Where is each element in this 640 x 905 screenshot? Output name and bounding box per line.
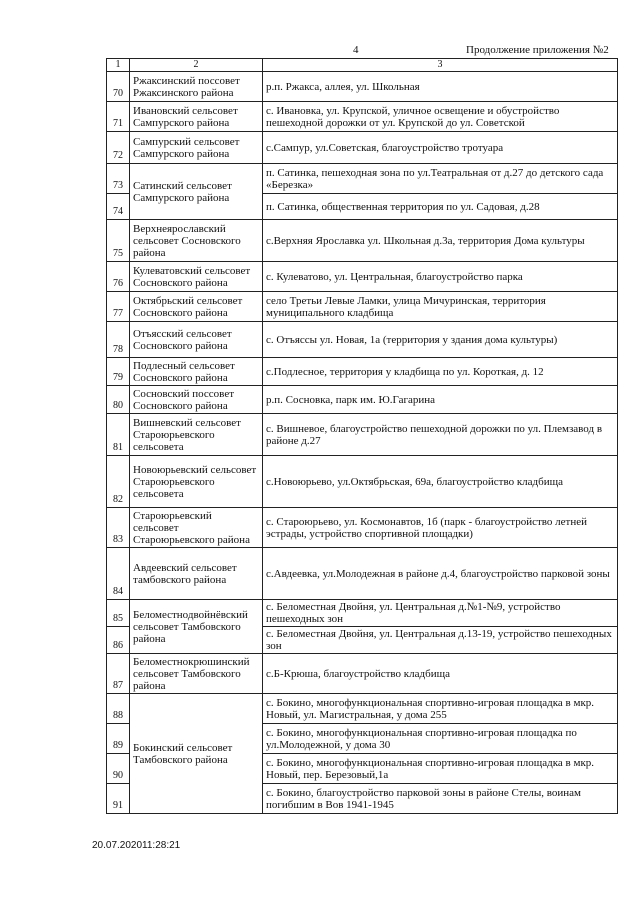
project-description-cell: с. Ивановка, ул. Крупской, уличное освещение и обустройство пешеходной дорожки от ул. Крупской до ул. Советской: [263, 102, 618, 132]
municipality-cell: Авдеевский сельсовет тамбовского района: [130, 548, 263, 600]
row-number: 73: [107, 164, 130, 194]
project-description-cell: с. Староюрьево, ул. Космонавтов, 1б (парк - благоустройство летней эстрады, устройство спортивной площадки): [263, 508, 618, 548]
project-description-cell: с.Авдеевка, ул.Молодежная в районе д.4, благоустройство парковой зоны: [263, 548, 618, 600]
table-row: [107, 600, 618, 627]
table-row: [107, 694, 618, 724]
table-row: [107, 508, 618, 548]
print-timestamp: 20.07.202011:28:21: [92, 840, 181, 851]
table-row: [107, 548, 618, 600]
municipality-cell: Сосновский поссовет Сосновского района: [130, 386, 263, 414]
municipality-cell: Бокинский сельсовет Тамбовского района: [130, 694, 263, 814]
row-number: 87: [107, 654, 130, 694]
project-description-cell: с. Кулеватово, ул. Центральная, благоустройство парка: [263, 262, 618, 292]
row-number: 84: [107, 548, 130, 600]
project-description-cell: р.п. Ржакса, аллея, ул. Школьная: [263, 72, 618, 102]
table-row: [107, 322, 618, 358]
project-description-cell: с.Верхняя Ярославка ул. Школьная д.3а, территория Дома культуры: [263, 220, 618, 262]
table-row: [107, 456, 618, 508]
project-description-cell: с. Беломестная Двойня, ул. Центральная д.№1-№9, устройство пешеходных зон: [263, 600, 618, 627]
table-row: [107, 414, 618, 456]
municipality-cell: Беломестнокрюшинский сельсовет Тамбовского района: [130, 654, 263, 694]
municipality-cell: Кулеватовский сельсовет Сосновского района: [130, 262, 263, 292]
row-number: 82: [107, 456, 130, 508]
row-number: 83: [107, 508, 130, 548]
row-number: 74: [107, 194, 130, 220]
table-row: [107, 654, 618, 694]
table-row: [107, 72, 618, 102]
row-number: 89: [107, 724, 130, 754]
municipality-cell: Подлесный сельсовет Сосновского района: [130, 358, 263, 386]
table-body: [107, 59, 618, 814]
project-description-cell: п. Сатинка, общественная территория по ул. Садовая, д.28: [263, 194, 618, 220]
row-number: 80: [107, 386, 130, 414]
row-number: 85: [107, 600, 130, 627]
project-description-cell: с.Б-Крюша, благоустройство кладбища: [263, 654, 618, 694]
column-header-2: 2: [130, 59, 263, 72]
row-number: 88: [107, 694, 130, 724]
project-description-cell: с. Отъяссы ул. Новая, 1а (территория у здания дома культуры): [263, 322, 618, 358]
table-header-row: [107, 59, 618, 72]
row-number: 78: [107, 322, 130, 358]
project-description-cell: с. Бокино, многофункциональная спортивно-игровая площадка в мкр. Новый, пер. Березовый,1а: [263, 754, 618, 784]
municipality-cell: Вишневский сельсовет Староюрьевского сельсовета: [130, 414, 263, 456]
municipality-cell: Отъясский сельсовет Сосновского района: [130, 322, 263, 358]
municipality-cell: Беломестнодвойнёвский сельсовет Тамбовского района: [130, 600, 263, 654]
row-number: 79: [107, 358, 130, 386]
project-description-cell: с. Вишневое, благоустройство пешеходной дорожки по ул. Племзавод в районе д.27: [263, 414, 618, 456]
project-description-cell: п. Сатинка, пешеходная зона по ул.Театральная от д.27 до детского сада «Березка»: [263, 164, 618, 194]
row-number: 91: [107, 784, 130, 814]
project-description-cell: с. Бокино, многофункциональная спортивно-игровая площадка в мкр. Новый, ул. Магистральная, у дома 255: [263, 694, 618, 724]
project-description-cell: с.Сампур, ул.Советская, благоустройство тротуара: [263, 132, 618, 164]
continuation-note: Продолжение приложения №2: [466, 44, 609, 56]
row-number: 72: [107, 132, 130, 164]
row-number: 81: [107, 414, 130, 456]
column-header-3: 3: [263, 59, 618, 72]
row-number: 71: [107, 102, 130, 132]
table-row: [107, 262, 618, 292]
appendix-table: [106, 58, 618, 814]
table-row: [107, 386, 618, 414]
project-description-cell: с. Бокино, многофункциональная спортивно-игровая площадка по ул.Молодежной, у дома 30: [263, 724, 618, 754]
municipality-cell: Сампурский сельсовет Сампурского района: [130, 132, 263, 164]
page-number: 4: [353, 44, 359, 56]
municipality-cell: Ивановский сельсовет Сампурского района: [130, 102, 263, 132]
municipality-cell: Староюрьевский сельсовет Староюрьевского района: [130, 508, 263, 548]
project-description-cell: р.п. Сосновка, парк им. Ю.Гагарина: [263, 386, 618, 414]
project-description-cell: с.Подлесное, территория у кладбища по ул. Короткая, д. 12: [263, 358, 618, 386]
row-number: 70: [107, 72, 130, 102]
municipality-cell: Верхнеярославский сельсовет Сосновского района: [130, 220, 263, 262]
table-row: [107, 102, 618, 132]
municipality-cell: Ржаксинский поссовет Ржаксинского района: [130, 72, 263, 102]
project-description-cell: с. Беломестная Двойня, ул. Центральная д.13-19, устройство пешеходных зон: [263, 627, 618, 654]
row-number: 76: [107, 262, 130, 292]
table-row: [107, 358, 618, 386]
project-description-cell: с. Бокино, благоустройство парковой зоны в районе Стелы, воинам погибшим в Вов 1941-1945: [263, 784, 618, 814]
municipality-cell: Сатинский сельсовет Сампурского района: [130, 164, 263, 220]
table-row: [107, 220, 618, 262]
municipality-cell: Октябрьский сельсовет Сосновского района: [130, 292, 263, 322]
row-number: 77: [107, 292, 130, 322]
column-header-1: 1: [107, 59, 130, 72]
table-row: [107, 292, 618, 322]
table-row: [107, 164, 618, 194]
row-number: 90: [107, 754, 130, 784]
row-number: 86: [107, 627, 130, 654]
project-description-cell: село Третьи Левые Ламки, улица Мичуринская, территория муниципального кладбища: [263, 292, 618, 322]
project-description-cell: с.Новоюрьево, ул.Октябрьская, 69а, благоустройство кладбища: [263, 456, 618, 508]
table-row: [107, 132, 618, 164]
municipality-cell: Новоюрьевский сельсовет Староюрьевского сельсовета: [130, 456, 263, 508]
row-number: 75: [107, 220, 130, 262]
